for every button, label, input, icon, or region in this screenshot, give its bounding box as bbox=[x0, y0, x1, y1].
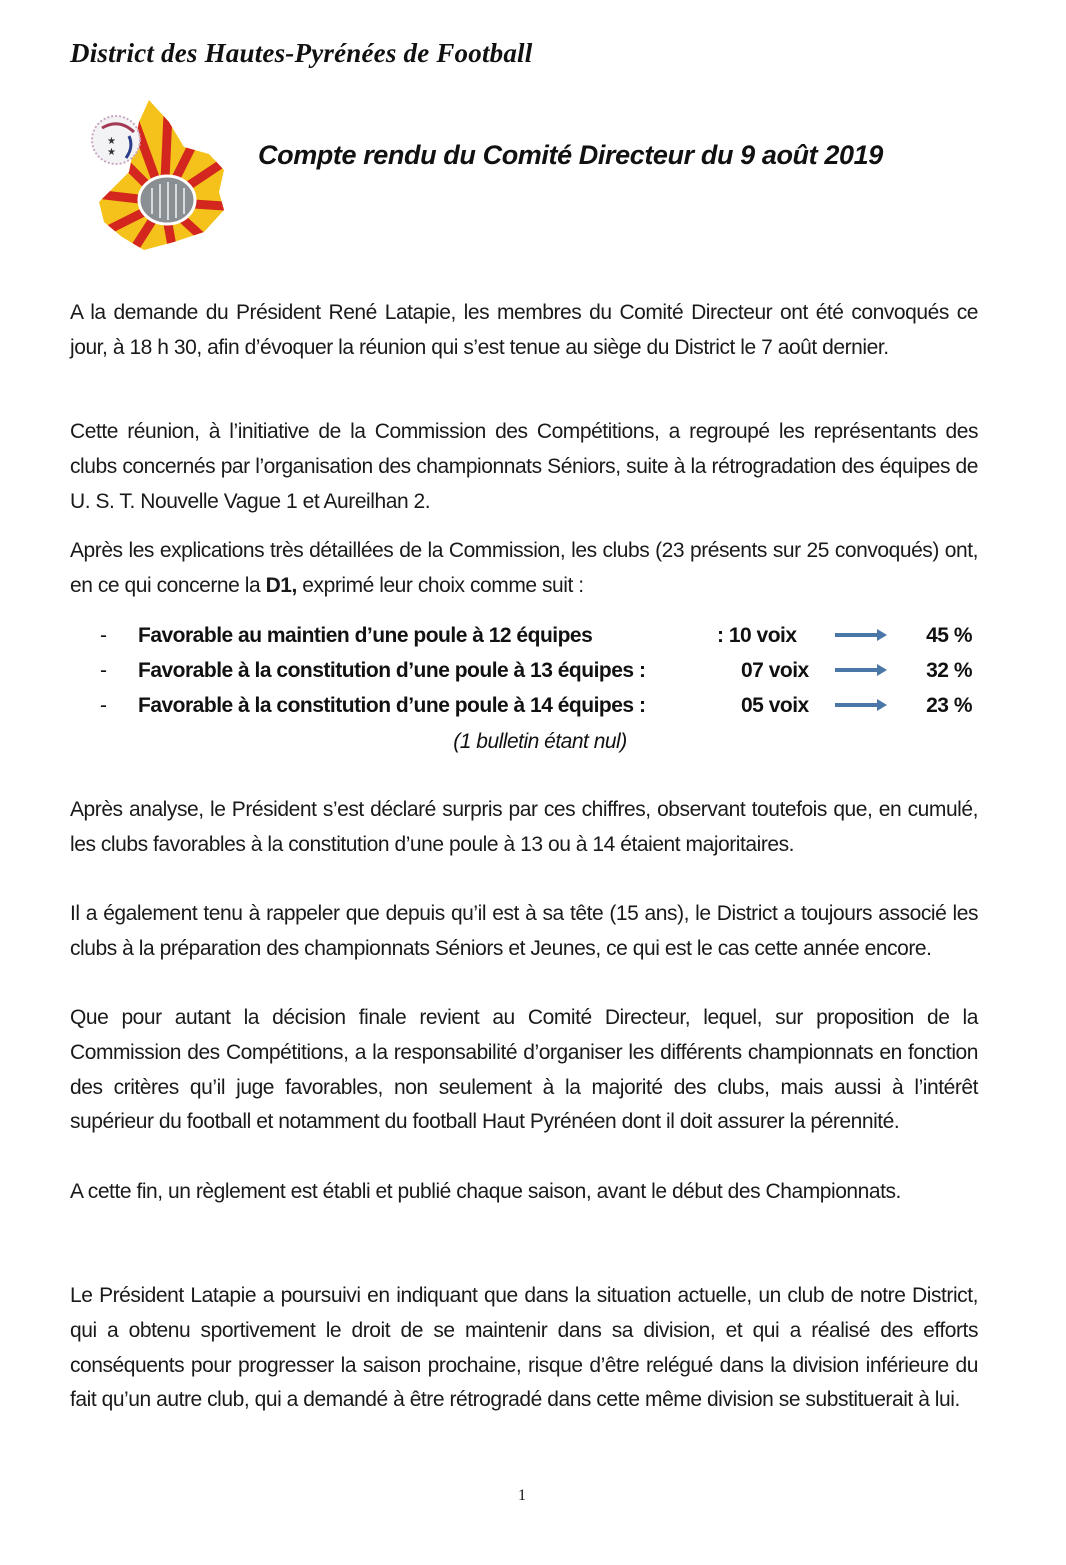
vote-count: : 10 voix bbox=[717, 624, 797, 647]
vote-count: 05 voix bbox=[741, 694, 809, 717]
division-label: D1, bbox=[265, 573, 297, 597]
vote-row bbox=[100, 653, 980, 688]
vote-row bbox=[100, 688, 980, 723]
paragraph-text: Après les explications très détaillées de la Commission, les clubs (23 présents sur 25 convoqués) ont, en ce qui concerne la bbox=[70, 539, 978, 597]
paragraph-situation: Le Président Latapie a poursuivi en indiquant que dans la situation actuelle, un club de notre District, qui a obtenu sportivement le droit de se maintenir dans sa division, et qui a réalisé des efforts conséquents pour progresser la saison prochaine, risque d’être relégué dans la division inférieure du fait qu’un autre club, qui a demandé à être rétrogradé dans cette même division se substituerait à lui. bbox=[70, 1284, 978, 1412]
list-bullet: - bbox=[100, 659, 107, 682]
paragraph-convocation: A la demande du Président René Latapie, les membres du Comité Directeur ont été convoqués ce jour, à 18 h 30, afin d’évoquer la réunion qui s’est tenue au siège du District le 7 août dernier. bbox=[70, 301, 978, 359]
vote-results-list bbox=[100, 618, 980, 753]
vote-percentage: 23 % bbox=[926, 694, 972, 717]
paragraph-rappel: Il a également tenu à rappeler que depuis qu’il est à sa tête (15 ans), le District a toujours associé les clubs à la préparation des championnats Séniors et Jeunes, ce qui est le cas cette année encore. bbox=[70, 902, 978, 960]
vote-percentage: 45 % bbox=[926, 624, 972, 647]
paragraph-decision: Que pour autant la décision finale revient au Comité Directeur, lequel, sur proposition de la Commission des Compétitions, a la responsabilité d’organiser les différents championnats en fonction des critères qu’il juge favorables, non seulement à la majorité des clubs, mais aussi à l’intérêt supérieur du football et notamment du football Haut Pyrénéen dont il doit assurer la pérennité. bbox=[70, 1006, 978, 1134]
svg-text:★: ★ bbox=[107, 147, 116, 158]
vote-note: (1 bulletin étant nul) bbox=[453, 730, 627, 753]
vote-row bbox=[100, 618, 980, 653]
paragraph-analyse: Après analyse, le Président s’est déclaré surpris par ces chiffres, observant toutefois que, en cumulé, les clubs favorables à la constitution d’une poule à 13 ou à 14 étaient majoritaires. bbox=[70, 798, 978, 856]
paragraph-reglement: A cette fin, un règlement est établi et publié chaque saison, avant le début des Championnats. bbox=[70, 1180, 901, 1203]
document-title: Compte rendu du Comité Directeur du 9 août 2019 bbox=[258, 140, 883, 170]
list-bullet: - bbox=[100, 694, 107, 717]
list-bullet: - bbox=[100, 624, 107, 647]
arrow-right-icon bbox=[835, 629, 887, 641]
paragraph-reunion: Cette réunion, à l’initiative de la Commission des Compétitions, a regroupé les représentants des clubs concernés par l’organisation des championnats Séniors, suite à la rétrogradation des équipes de U. S. T. Nouvelle Vague 1 et Aureilhan 2. bbox=[70, 420, 978, 513]
arrow-right-icon bbox=[835, 699, 887, 711]
vote-option-label: Favorable à la constitution d’une poule à 13 équipes : bbox=[138, 659, 646, 682]
organization-header: District des Hautes-Pyrénées de Football bbox=[70, 38, 533, 68]
vote-count: 07 voix bbox=[741, 659, 809, 682]
district-football-logo-icon bbox=[74, 92, 234, 252]
arrow-right-icon bbox=[835, 664, 887, 676]
vote-percentage: 32 % bbox=[926, 659, 972, 682]
svg-text:★: ★ bbox=[107, 136, 116, 147]
paragraph-text: exprimé leur choix comme suit : bbox=[296, 573, 584, 597]
vote-option-label: Favorable au maintien d’une poule à 12 équipes bbox=[138, 624, 593, 647]
page-number: 1 bbox=[518, 1487, 526, 1504]
vote-option-label: Favorable à la constitution d’une poule à 14 équipes : bbox=[138, 694, 646, 717]
paragraph-explications bbox=[70, 534, 978, 604]
